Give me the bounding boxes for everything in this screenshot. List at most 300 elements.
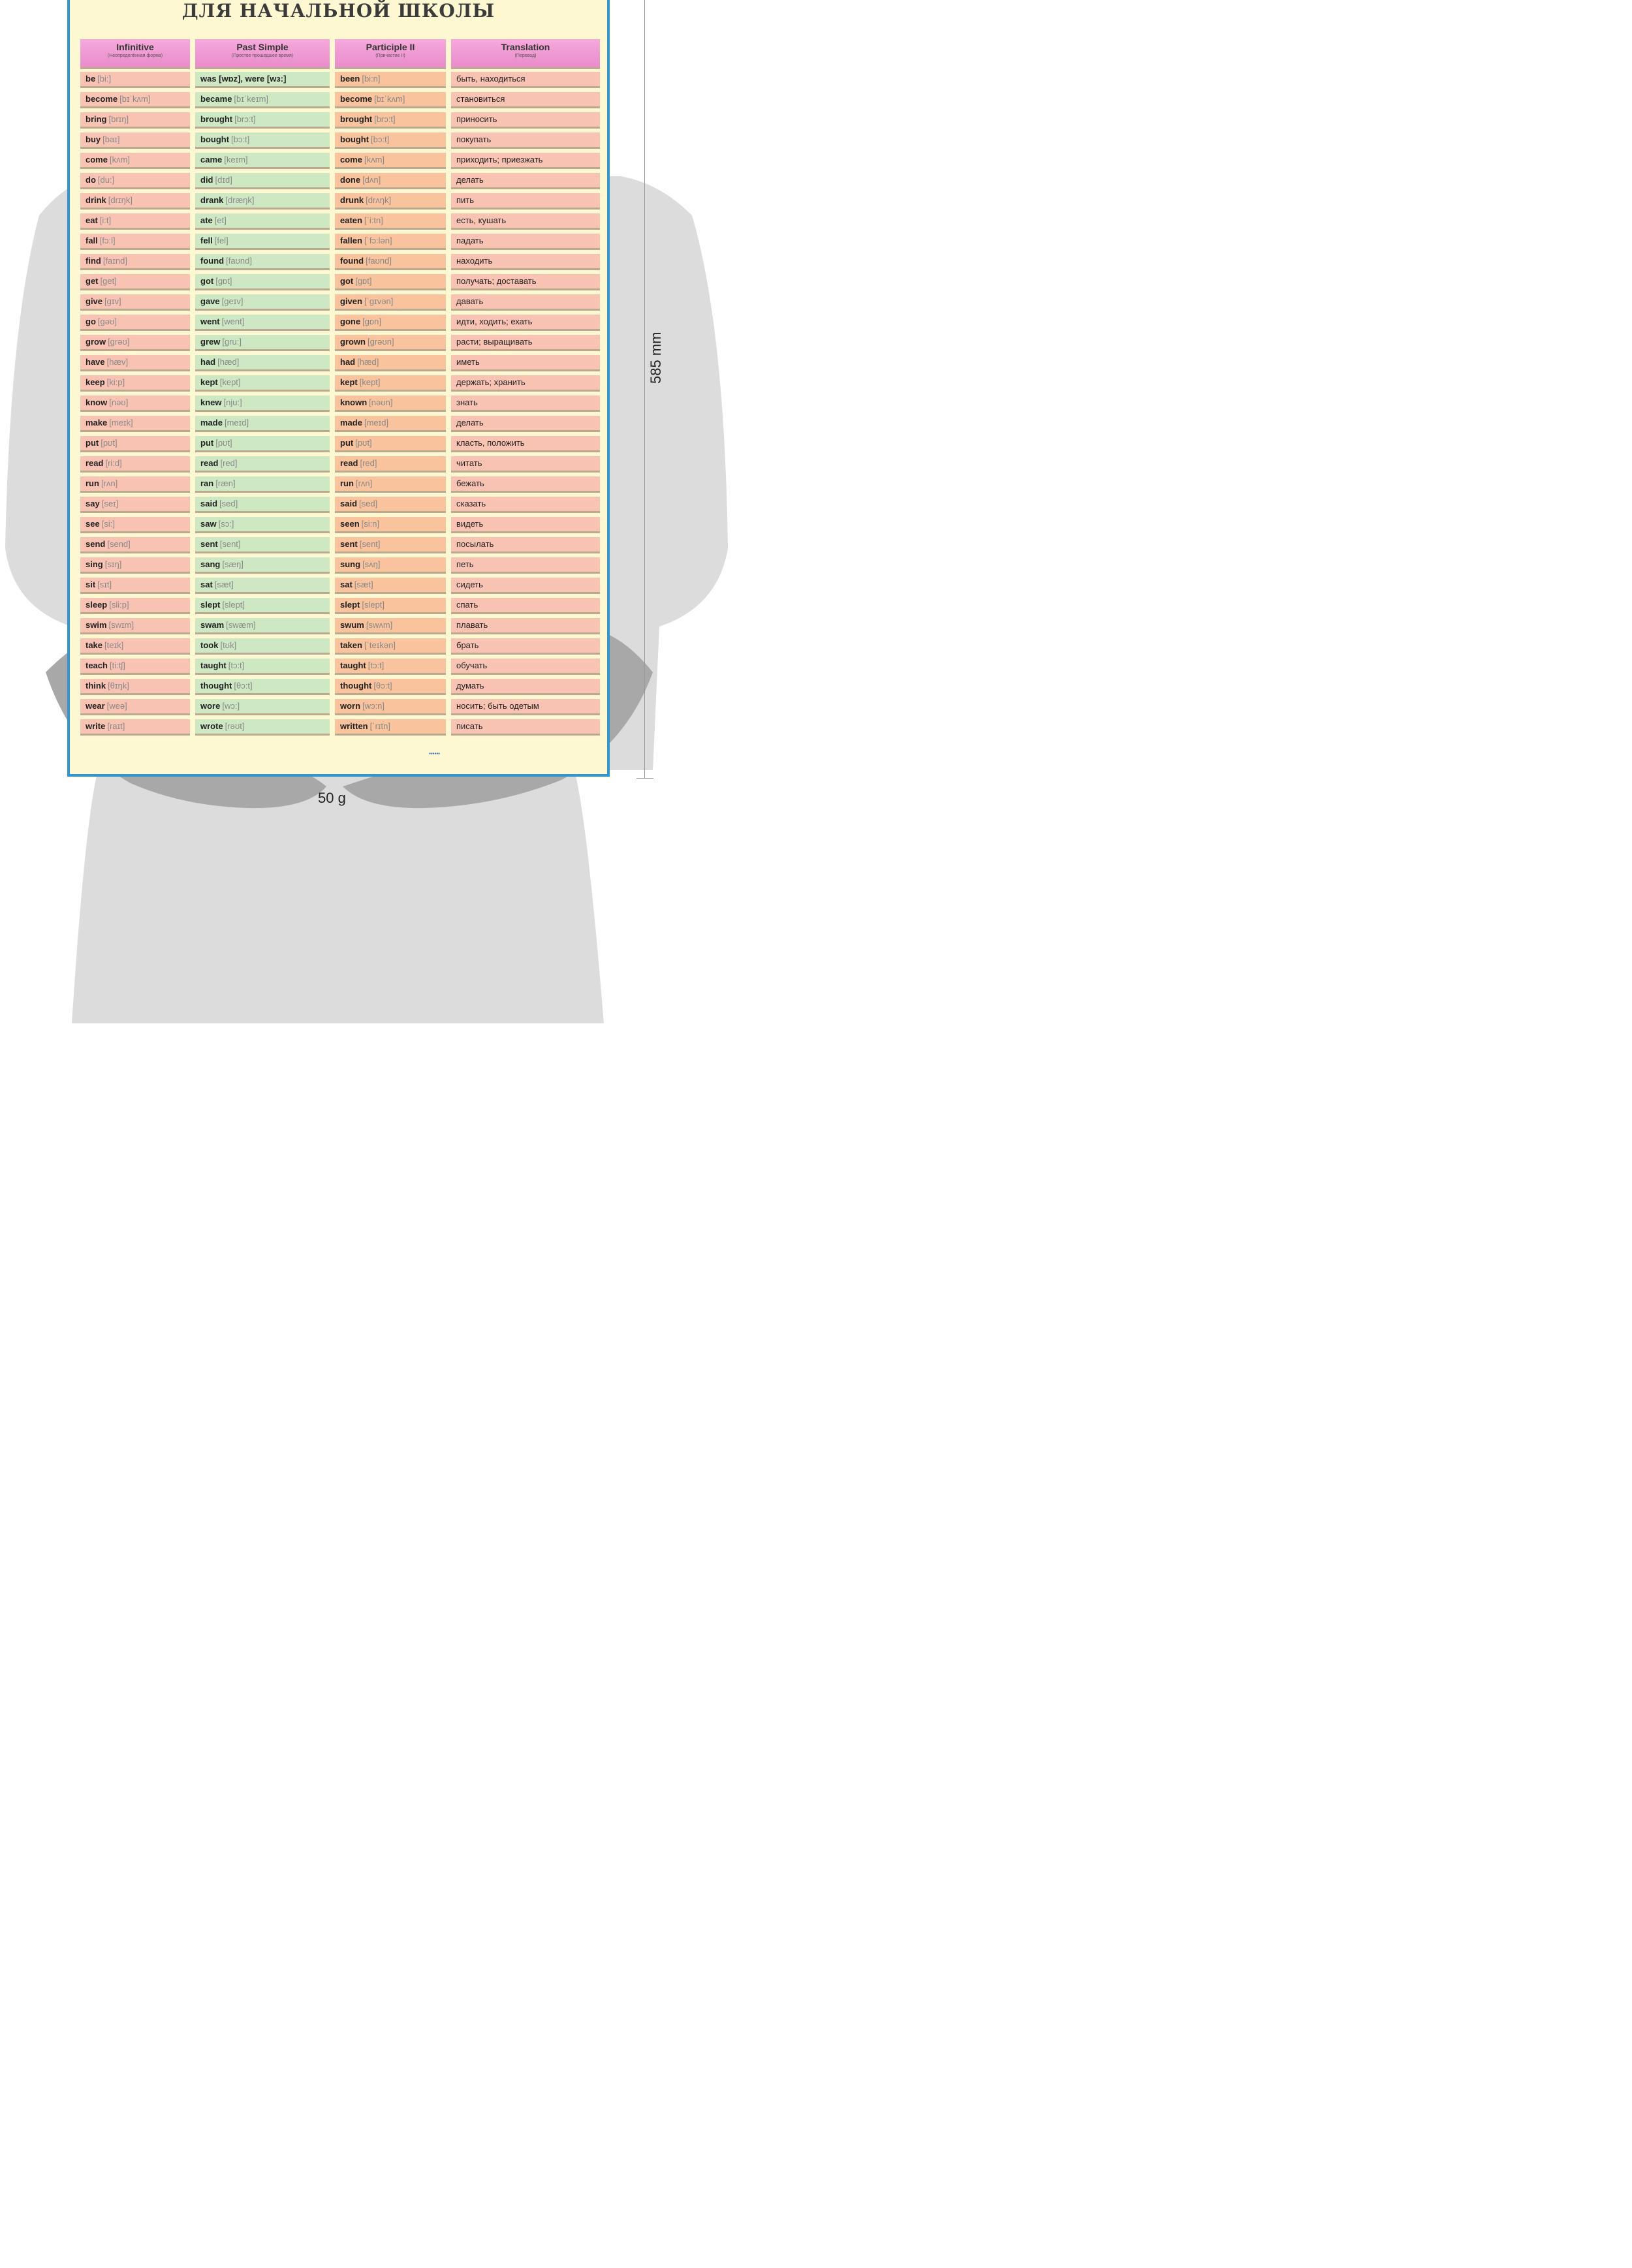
past-simple-word: thought: [200, 681, 232, 691]
cell-past-simple: [195, 456, 330, 473]
translation-word: бежать: [456, 478, 484, 488]
cell-participle: [335, 699, 446, 715]
infinitive-word: drink: [86, 195, 106, 205]
cell-translation: [451, 497, 600, 513]
table-row: [80, 72, 600, 89]
cell-infinitive: [80, 476, 190, 493]
infinitive-word: fall: [86, 236, 98, 245]
translation-word: приносить: [456, 114, 497, 124]
header-infinitive: [80, 39, 190, 69]
cell-infinitive: [80, 213, 190, 230]
past-simple-transcription: [sed]: [219, 499, 238, 508]
infinitive-word: find: [86, 256, 101, 266]
cell-infinitive: [80, 638, 190, 655]
past-simple-transcription: [swæm]: [226, 620, 256, 630]
cell-participle: [335, 315, 446, 331]
cell-translation: [451, 578, 600, 594]
translation-word: давать: [456, 296, 484, 306]
past-simple-transcription: [et]: [214, 215, 227, 225]
infinitive-transcription: [kʌm]: [109, 155, 131, 164]
past-simple-word: drank: [200, 195, 224, 205]
infinitive-word: know: [86, 397, 108, 407]
past-simple-transcription: [nju:]: [223, 397, 242, 407]
participle-word: sung: [340, 559, 361, 569]
cell-translation: [451, 618, 600, 634]
table-row: [80, 416, 600, 433]
cell-participle: [335, 213, 446, 230]
translation-word: держать; хранить: [456, 377, 526, 387]
cell-infinitive: [80, 699, 190, 715]
header-participle-sub: (Причастие II): [375, 54, 405, 58]
past-simple-word: became: [200, 94, 232, 104]
infinitive-transcription: [sɪŋ]: [104, 559, 122, 569]
cell-infinitive: [80, 557, 190, 574]
participle-word: grown: [340, 337, 366, 347]
header-infinitive-sub: (Неопределённая форма): [107, 54, 163, 58]
cell-translation: [451, 396, 600, 412]
cell-translation: [451, 132, 600, 149]
cell-past-simple: [195, 517, 330, 533]
infinitive-word: teach: [86, 660, 108, 670]
infinitive-transcription: [seɪ]: [101, 499, 119, 508]
table-row: [80, 537, 600, 554]
past-simple-transcription: [bɔ:t]: [231, 134, 250, 144]
past-simple-transcription: [gɒt]: [215, 276, 232, 286]
cell-translation: [451, 254, 600, 270]
cell-translation: [451, 274, 600, 290]
cell-past-simple: [195, 72, 330, 88]
past-simple-word: sang: [200, 559, 221, 569]
cell-participle: [335, 254, 446, 270]
past-simple-transcription: [tʊk]: [220, 640, 237, 650]
cell-past-simple: [195, 355, 330, 371]
cell-participle: [335, 659, 446, 675]
cell-participle: [335, 92, 446, 108]
participle-word: worn: [340, 701, 361, 711]
infinitive-transcription: [grəʊ]: [108, 337, 130, 347]
table-row: [80, 436, 600, 453]
past-simple-word: had: [200, 357, 216, 367]
past-simple-word: knew: [200, 397, 222, 407]
past-simple-word: read: [200, 458, 219, 468]
infinitive-transcription: [θɪŋk]: [108, 681, 129, 691]
infinitive-word: sing: [86, 559, 103, 569]
cell-infinitive: [80, 92, 190, 108]
cell-infinitive: [80, 132, 190, 149]
cell-translation: [451, 557, 600, 574]
past-simple-word: ran: [200, 478, 214, 488]
cell-past-simple: [195, 618, 330, 634]
infinitive-word: bring: [86, 114, 107, 124]
cell-translation: [451, 153, 600, 169]
header-participle-label: Participle II: [366, 42, 415, 52]
past-simple-word: kept: [200, 377, 218, 387]
infinitive-word: think: [86, 681, 106, 691]
table-row: [80, 92, 600, 109]
participle-word: sat: [340, 580, 353, 589]
infinitive-word: be: [86, 74, 96, 84]
past-simple-word: brought: [200, 114, 233, 124]
participle-transcription: [grəʊn]: [368, 337, 394, 347]
translation-word: плавать: [456, 620, 488, 630]
participle-word: kept: [340, 377, 358, 387]
infinitive-word: give: [86, 296, 103, 306]
cell-past-simple: [195, 679, 330, 695]
table-row: [80, 335, 600, 352]
cell-participle: [335, 679, 446, 695]
translation-word: посылать: [456, 539, 494, 549]
past-simple-word: wrote: [200, 721, 223, 731]
cell-past-simple: [195, 315, 330, 331]
cell-participle: [335, 436, 446, 452]
past-simple-transcription: [dræŋk]: [225, 195, 255, 205]
translation-word: находить: [456, 256, 493, 266]
cell-participle: [335, 416, 446, 432]
cell-translation: [451, 659, 600, 675]
cell-translation: [451, 173, 600, 189]
cell-infinitive: [80, 254, 190, 270]
infinitive-transcription: [pʊt]: [101, 438, 118, 448]
cell-translation: [451, 476, 600, 493]
cell-infinitive: [80, 153, 190, 169]
participle-transcription: [red]: [360, 458, 377, 468]
infinitive-transcription: [du:]: [97, 175, 115, 185]
participle-transcription: [bɔ:t]: [371, 134, 390, 144]
infinitive-word: do: [86, 175, 96, 185]
past-simple-transcription: [brɔ:t]: [234, 114, 256, 124]
past-simple-transcription: [red]: [220, 458, 238, 468]
cell-participle: [335, 112, 446, 129]
cell-translation: [451, 112, 600, 129]
cell-translation: [451, 719, 600, 736]
translation-word: падать: [456, 236, 484, 245]
participle-transcription: [ˈrɪtn]: [369, 721, 390, 731]
past-simple-word: ate: [200, 215, 213, 225]
cell-translation: [451, 92, 600, 108]
cell-translation: [451, 699, 600, 715]
cell-past-simple: [195, 436, 330, 452]
table-row: [80, 375, 600, 392]
cell-participle: [335, 335, 446, 351]
cell-past-simple: [195, 173, 330, 189]
cell-past-simple: [195, 557, 330, 574]
translation-word: быть, находиться: [456, 74, 526, 84]
infinitive-transcription: [meɪk]: [109, 418, 133, 427]
cell-infinitive: [80, 537, 190, 553]
cell-participle: [335, 375, 446, 392]
past-simple-transcription: [bɪˈkeɪm]: [234, 94, 269, 104]
past-simple-word: slept: [200, 600, 221, 610]
infinitive-word: sleep: [86, 600, 108, 610]
infinitive-transcription: [faɪnd]: [102, 256, 127, 266]
infinitive-transcription: [i:t]: [99, 215, 112, 225]
participle-transcription: [sent]: [359, 539, 381, 549]
header-infinitive-label: Infinitive: [116, 42, 154, 52]
participle-word: made: [340, 418, 362, 427]
cell-infinitive: [80, 72, 190, 88]
infinitive-transcription: [nəʊ]: [109, 397, 129, 407]
cell-translation: [451, 679, 600, 695]
cell-past-simple: [195, 396, 330, 412]
infinitive-transcription: [swɪm]: [108, 620, 134, 630]
participle-word: seen: [340, 519, 360, 529]
table-row: [80, 659, 600, 676]
past-simple-word: taught: [200, 660, 227, 670]
table-row: [80, 213, 600, 230]
participle-word: got: [340, 276, 354, 286]
participle-word: brought: [340, 114, 373, 124]
past-simple-word: sent: [200, 539, 218, 549]
translation-word: сидеть: [456, 580, 483, 589]
infinitive-transcription: [ki:p]: [106, 377, 125, 387]
participle-transcription: [θɔ:t]: [373, 681, 392, 691]
participle-transcription: [ˈgɪvən]: [364, 296, 394, 306]
past-simple-transcription: [keɪm]: [224, 155, 248, 164]
past-simple-transcription: [hæd]: [217, 357, 240, 367]
translation-word: иметь: [456, 357, 480, 367]
infinitive-transcription: [weə]: [106, 701, 127, 711]
cell-infinitive: [80, 618, 190, 634]
cell-participle: [335, 618, 446, 634]
past-simple-transcription: [tɔ:t]: [228, 660, 245, 670]
past-simple-transcription: [sæt]: [214, 580, 234, 589]
cell-participle: [335, 719, 446, 736]
cell-infinitive: [80, 578, 190, 594]
past-simple-word: said: [200, 499, 218, 508]
cell-participle: [335, 578, 446, 594]
cell-past-simple: [195, 234, 330, 250]
past-simple-word: swam: [200, 620, 225, 630]
cell-participle: [335, 234, 446, 250]
participle-word: read: [340, 458, 358, 468]
cell-past-simple: [195, 254, 330, 270]
infinitive-word: come: [86, 155, 108, 164]
translation-word: есть, кушать: [456, 215, 507, 225]
past-simple-word: went: [200, 317, 220, 326]
cell-participle: [335, 173, 446, 189]
infinitive-transcription: [sli:p]: [109, 600, 129, 610]
cell-past-simple: [195, 497, 330, 513]
cell-translation: [451, 436, 600, 452]
past-simple-transcription: [θɔ:t]: [234, 681, 253, 691]
participle-transcription: [sʌŋ]: [362, 559, 381, 569]
table-row: [80, 618, 600, 635]
past-simple-transcription: [slept]: [222, 600, 245, 610]
infinitive-transcription: [drɪŋk]: [108, 195, 133, 205]
table-row: [80, 598, 600, 615]
past-simple-transcription: [faʊnd]: [226, 256, 253, 266]
participle-word: found: [340, 256, 364, 266]
table-row: [80, 456, 600, 473]
past-simple-transcription: [geɪv]: [221, 296, 243, 306]
participle-word: taught: [340, 660, 366, 670]
translation-word: идти, ходить; ехать: [456, 317, 533, 326]
translation-word: читать: [456, 458, 482, 468]
translation-word: класть, положить: [456, 438, 525, 448]
cell-infinitive: [80, 436, 190, 452]
cell-translation: [451, 456, 600, 473]
cell-infinitive: [80, 335, 190, 351]
infinitive-transcription: [baɪ]: [102, 134, 120, 144]
infinitive-transcription: [si:]: [101, 519, 115, 529]
participle-transcription: [kʌm]: [364, 155, 385, 164]
participle-transcription: [pʊt]: [355, 438, 372, 448]
participle-transcription: [swʌm]: [366, 620, 393, 630]
cell-infinitive: [80, 416, 190, 432]
table-row: [80, 132, 600, 149]
cell-translation: [451, 416, 600, 432]
infinitive-word: get: [86, 276, 99, 286]
participle-transcription: [faʊnd]: [366, 256, 392, 266]
translation-word: приходить; приезжать: [456, 155, 543, 164]
table-row: [80, 517, 600, 534]
table-row: [80, 112, 600, 129]
translation-word: носить; быть одетым: [456, 701, 539, 711]
cell-past-simple: [195, 375, 330, 392]
height-dimension-tick: [636, 778, 653, 779]
participle-transcription: [sæt]: [354, 580, 373, 589]
infinitive-transcription: [gəʊ]: [97, 317, 117, 326]
table-row: [80, 396, 600, 412]
infinitive-word: buy: [86, 134, 101, 144]
past-simple-transcription: [sent]: [219, 539, 241, 549]
past-simple-transcription: [rəʊt]: [225, 721, 245, 731]
participle-word: done: [340, 175, 361, 185]
cell-participle: [335, 537, 446, 553]
cell-participle: [335, 638, 446, 655]
irregular-verbs-poster: [67, 0, 610, 777]
cell-translation: [451, 294, 600, 311]
infinitive-word: say: [86, 499, 100, 508]
translation-word: расти; выращивать: [456, 337, 533, 347]
infinitive-word: keep: [86, 377, 105, 387]
cell-translation: [451, 315, 600, 331]
cell-translation: [451, 335, 600, 351]
participle-transcription: [nəʊn]: [369, 397, 393, 407]
past-simple-word: made: [200, 418, 223, 427]
translation-word: пить: [456, 195, 475, 205]
translation-word: становиться: [456, 94, 505, 104]
translation-word: видеть: [456, 519, 484, 529]
publisher-mark: ▪▪▪▪▪▪: [429, 751, 441, 756]
infinitive-word: sit: [86, 580, 96, 589]
past-simple-word: fell: [200, 236, 213, 245]
past-simple-word: grew: [200, 337, 221, 347]
past-simple-word: bought: [200, 134, 230, 144]
participle-word: become: [340, 94, 373, 104]
past-simple-transcription: [dɪd]: [215, 175, 232, 185]
past-simple-transcription: [gru:]: [222, 337, 242, 347]
cell-translation: [451, 517, 600, 533]
past-simple-transcription: [meɪd]: [224, 418, 249, 427]
table-row: [80, 274, 600, 291]
cell-participle: [335, 72, 446, 88]
infinitive-transcription: [get]: [100, 276, 117, 286]
participle-transcription: [slept]: [362, 600, 385, 610]
cell-participle: [335, 476, 446, 493]
participle-transcription: [ˈteɪkən]: [364, 640, 396, 650]
table-row: [80, 234, 600, 251]
infinitive-word: send: [86, 539, 106, 549]
infinitive-transcription: [brɪŋ]: [108, 114, 129, 124]
past-simple-word: found: [200, 256, 225, 266]
past-simple-transcription: [went]: [221, 317, 245, 326]
participle-word: run: [340, 478, 354, 488]
participle-transcription: [si:n]: [361, 519, 380, 529]
cell-past-simple: [195, 699, 330, 715]
past-simple-word: saw: [200, 519, 217, 529]
participle-transcription: [ˈi:tn]: [364, 215, 383, 225]
past-simple-transcription: [kept]: [219, 377, 241, 387]
cell-infinitive: [80, 234, 190, 250]
cell-translation: [451, 537, 600, 553]
table-row: [80, 315, 600, 332]
cell-past-simple: [195, 132, 330, 149]
header-past-simple-sub: (Простое прошедшее время): [231, 54, 294, 58]
cell-infinitive: [80, 315, 190, 331]
participle-transcription: [wɔ:n]: [362, 701, 385, 711]
infinitive-transcription: [raɪt]: [107, 721, 125, 731]
past-simple-transcription: [sæŋ]: [222, 559, 243, 569]
infinitive-word: take: [86, 640, 103, 650]
infinitive-transcription: [ti:tʃ]: [109, 660, 125, 670]
participle-transcription: [rʌn]: [355, 478, 373, 488]
participle-word: put: [340, 438, 354, 448]
infinitive-word: become: [86, 94, 118, 104]
header-past-simple-label: Past Simple: [236, 42, 289, 52]
cell-participle: [335, 274, 446, 290]
infinitive-word: go: [86, 317, 96, 326]
past-simple-transcription: [sɔ:]: [218, 519, 234, 529]
infinitive-word: write: [86, 721, 106, 731]
header-participle: [335, 39, 446, 69]
table-row: [80, 476, 600, 493]
cell-infinitive: [80, 719, 190, 736]
participle-transcription: [dʌn]: [362, 175, 381, 185]
cell-past-simple: [195, 335, 330, 351]
participle-word: slept: [340, 600, 360, 610]
infinitive-transcription: [send]: [107, 539, 131, 549]
cell-infinitive: [80, 659, 190, 675]
translation-word: получать; доставать: [456, 276, 537, 286]
cell-participle: [335, 557, 446, 574]
table-row: [80, 679, 600, 696]
cell-infinitive: [80, 274, 190, 290]
participle-transcription: [gɒt]: [355, 276, 372, 286]
participle-word: taken: [340, 640, 362, 650]
cell-translation: [451, 213, 600, 230]
infinitive-transcription: [bɪˈkʌm]: [119, 94, 151, 104]
cell-infinitive: [80, 112, 190, 129]
cell-participle: [335, 132, 446, 149]
table-row: [80, 557, 600, 574]
participle-word: bought: [340, 134, 369, 144]
height-label: 585 mm: [648, 332, 664, 384]
participle-word: sent: [340, 539, 358, 549]
cell-past-simple: [195, 659, 330, 675]
infinitive-word: swim: [86, 620, 107, 630]
participle-transcription: [sed]: [359, 499, 378, 508]
cell-infinitive: [80, 497, 190, 513]
header-past-simple: [195, 39, 330, 69]
cell-infinitive: [80, 294, 190, 311]
translation-word: брать: [456, 640, 479, 650]
infinitive-word: run: [86, 478, 99, 488]
past-simple-transcription: [wɔ:]: [222, 701, 240, 711]
cell-translation: [451, 355, 600, 371]
infinitive-word: eat: [86, 215, 98, 225]
participle-word: written: [340, 721, 368, 731]
